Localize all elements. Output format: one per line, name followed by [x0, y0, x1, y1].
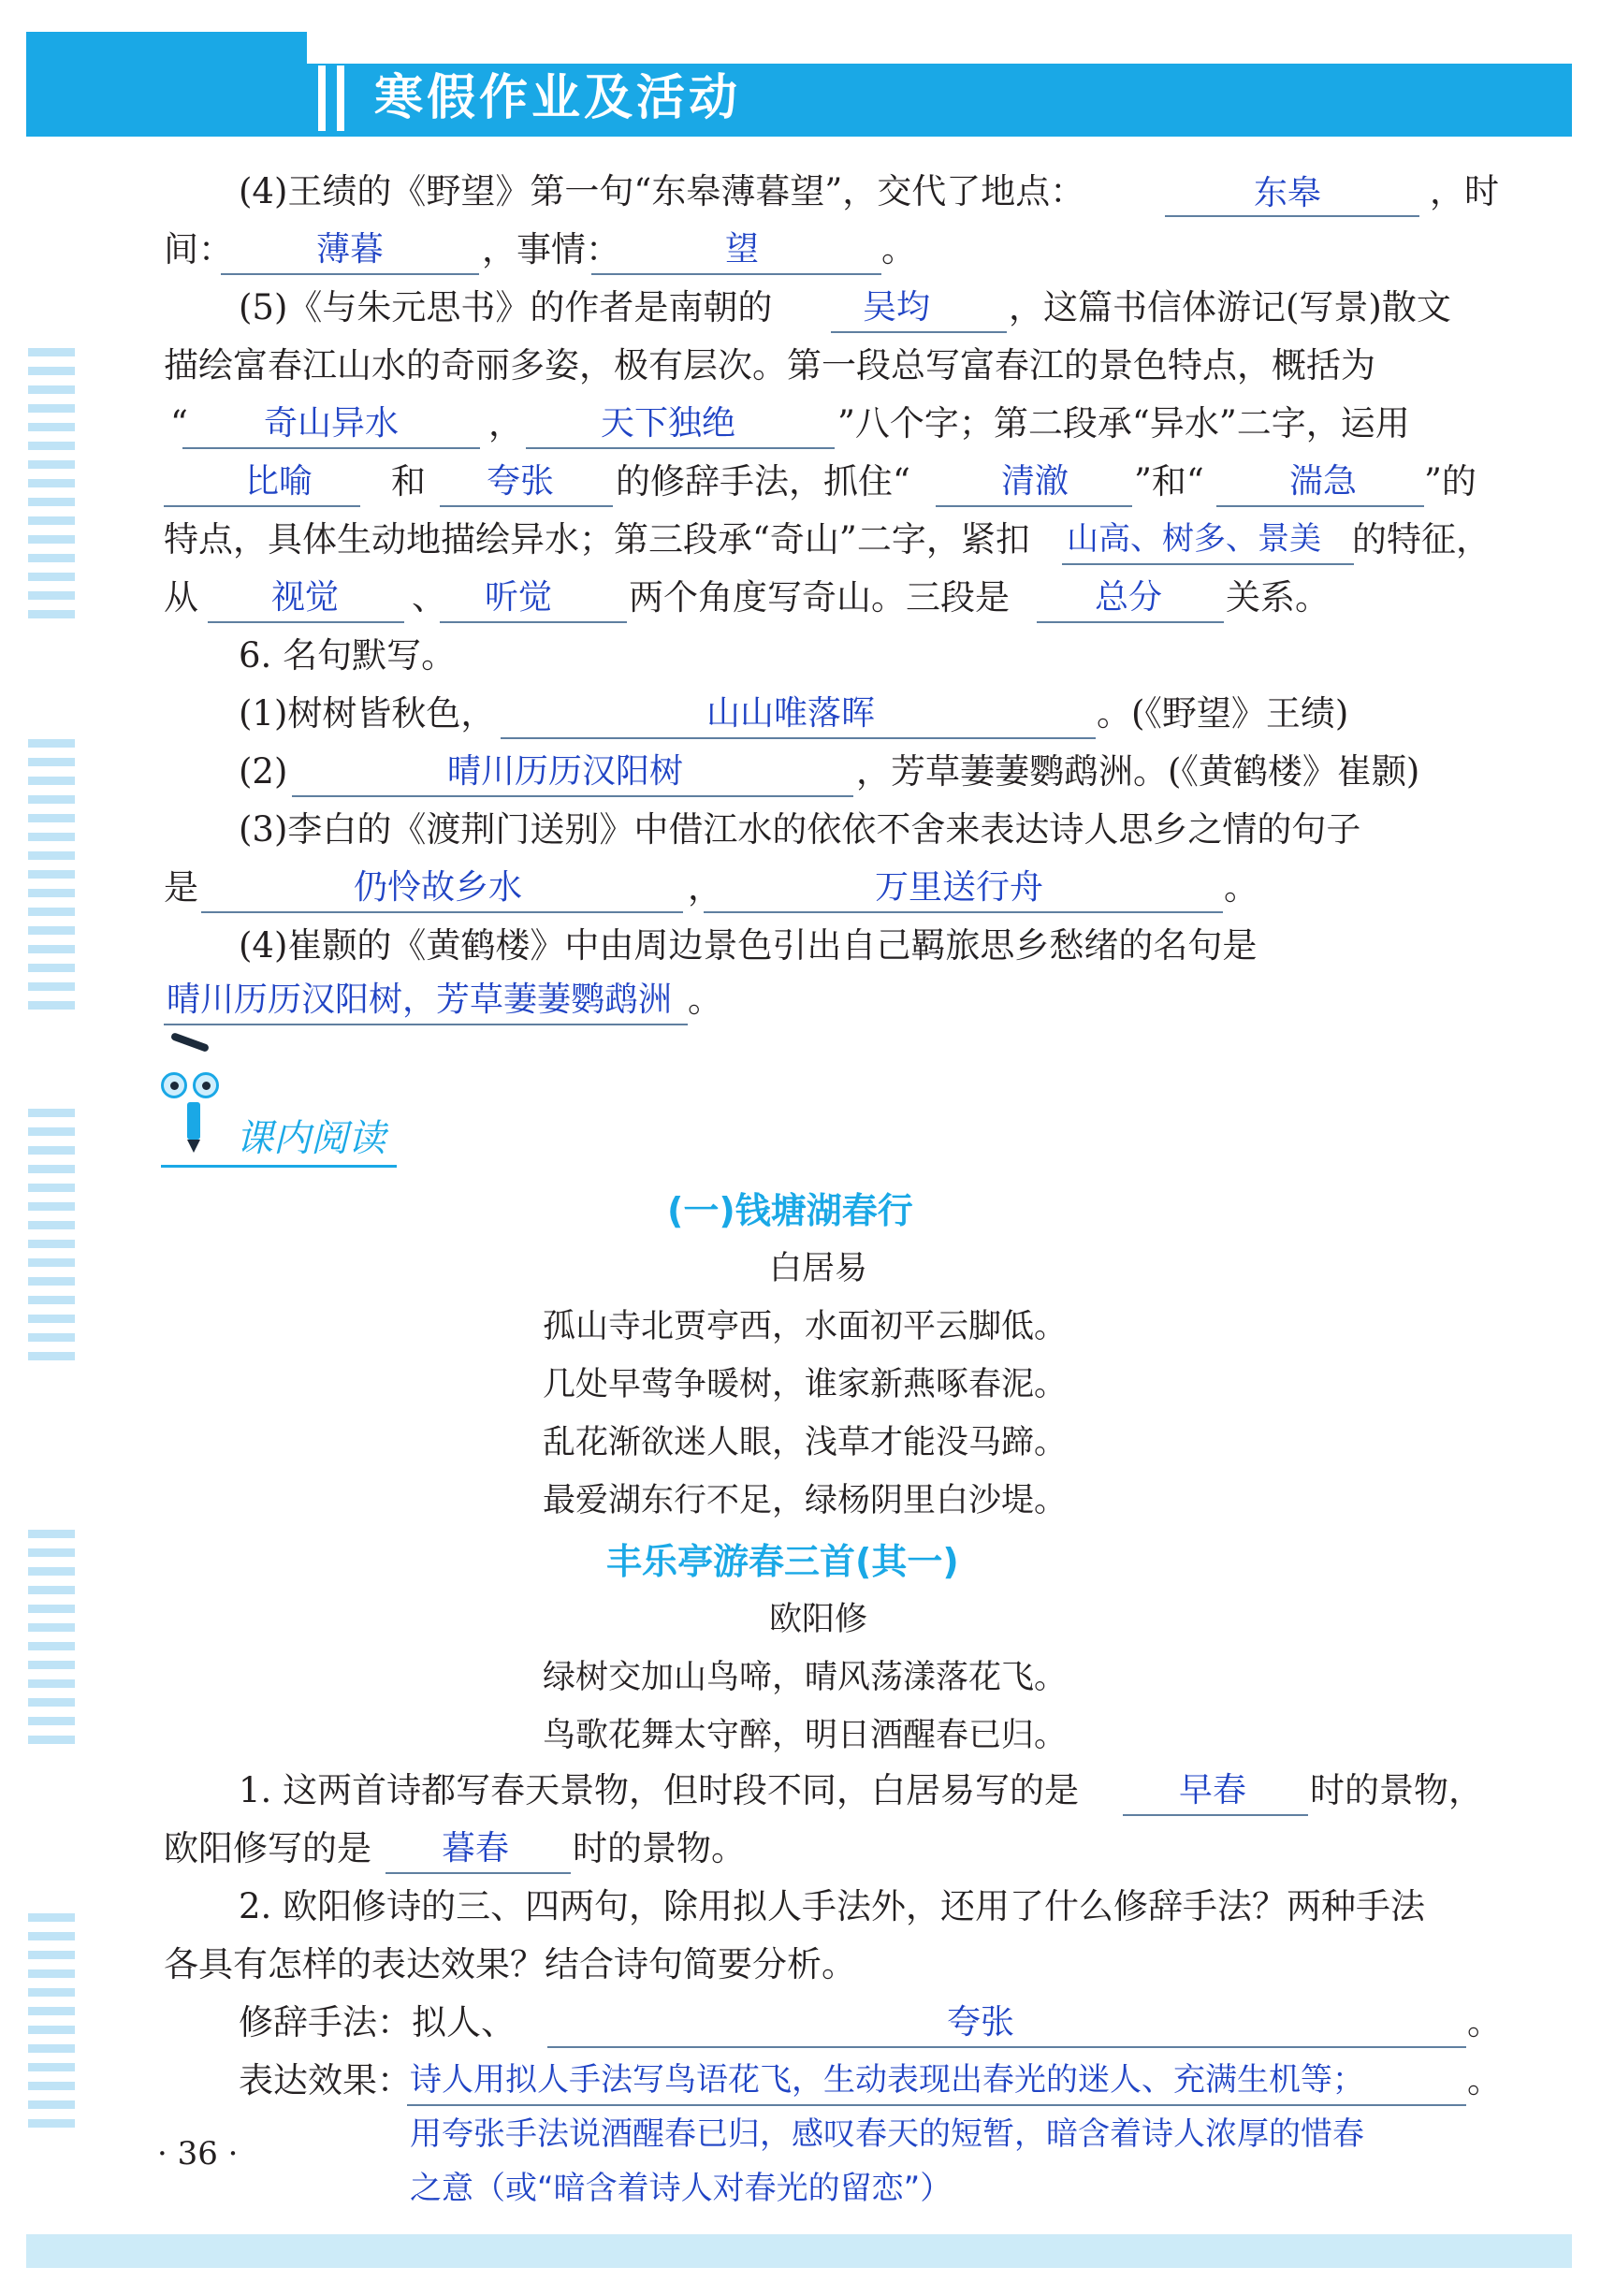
q6-answer2: 晴川历历汉阳树 [447, 752, 684, 791]
q4-text: 间： [164, 229, 233, 269]
q5-text: 的特征， [1352, 519, 1491, 559]
rq1-blank [1123, 1814, 1308, 1816]
q4-line1: (4)王绩的《野望》第一句“东皋薄暮望”，交代了地点： [239, 171, 1085, 211]
q5-text: 关系。 [1226, 577, 1330, 618]
q5-text: 的修辞手法，抓住“ [616, 461, 910, 501]
rq2-text: 。 [1467, 2060, 1502, 2100]
rq2-effect-answer: 用夸张手法说酒醒春已归，感叹春天的短暂，暗含着诗人浓厚的惜春 [410, 2115, 1364, 2153]
q5-text: 特点，具体生动地描绘异水；第三段承“奇山”二字，紧扣 [164, 519, 1030, 559]
q5-blank [936, 505, 1132, 507]
rq2-blank [547, 2046, 1466, 2048]
rq1-line1: 1. 这两首诗都写春天景物，但时段不同，白居易写的是 [239, 1770, 1080, 1810]
q5-text: 两个角度写奇山。三段是 [629, 577, 1010, 618]
q6-blank [164, 1024, 688, 1025]
q6-answer4: 晴川历历汉阳树，芳草萋萋鹦鹉洲 [167, 981, 673, 1019]
q5-blank [164, 505, 360, 507]
q4-text: ，事情： [482, 229, 620, 269]
rq2-line2: 各具有怎样的表达效果？结合诗句简要分析。 [164, 1944, 856, 1984]
q6-s2: (2) [239, 751, 288, 792]
header-title: 寒假作业及活动 [374, 70, 742, 126]
rq2-text: 。 [1467, 2002, 1502, 2042]
q6-text: ， [688, 867, 722, 908]
header-stripe [318, 65, 326, 131]
q5-blank [440, 505, 613, 507]
q6-blank [704, 911, 1223, 913]
q5-answer-angle2: 听觉 [485, 578, 553, 617]
q6-text: 。 [688, 980, 722, 1020]
q5-text: ， [488, 403, 523, 443]
header-tab [26, 32, 307, 67]
q6-blank [501, 737, 1096, 739]
poem2-title: 丰乐亭游春三首(其一) [606, 1541, 959, 1582]
rq2-effect-answer: 诗人用拟人手法写鸟语花飞，生动表现出春光的迷人、充满生机等； [410, 2061, 1364, 2099]
header-underline [26, 133, 1572, 137]
rq1-text: 时的景物， [1310, 1770, 1483, 1810]
poem1-title: (一)钱塘湖春行 [667, 1190, 913, 1231]
rq2-line1: 2. 欧阳修诗的三、四两句，除用拟人手法外，还用了什么修辞手法？两种手法 [239, 1886, 1426, 1926]
poem1-line: 最爱湖东行不足，绿杨阴里白沙堤。 [543, 1482, 1068, 1519]
reading-mascot [159, 1039, 234, 1160]
q6-answer3b: 万里送行舟 [875, 868, 1044, 907]
q5-text: ，这篇书信体游记(写景)散文 [1009, 287, 1451, 327]
rq1-answer1: 早春 [1179, 1771, 1247, 1809]
poem1-line: 几处早莺争暖树，谁家新燕啄春泥。 [543, 1366, 1068, 1403]
q6-s1-source: 。(《野望》王绩) [1097, 693, 1349, 734]
q5-answer-features: 山高、树多、景美 [1067, 520, 1321, 558]
q5-blank [440, 621, 627, 623]
q6-text: 。 [1224, 867, 1258, 908]
poem1-line: 乱花渐欲迷人眼，浅草才能没马蹄。 [543, 1424, 1068, 1461]
rq2-tech-label: 修辞手法：拟人、 [239, 2002, 516, 2042]
q5-answer-summary2: 天下独绝 [601, 404, 736, 443]
rq1-blank [385, 1872, 571, 1874]
q6-answer3a: 仍怜故乡水 [354, 868, 523, 907]
q5-text: 、 [412, 577, 446, 618]
q4-answer-place: 东皋 [1254, 174, 1322, 212]
rq1-text: 时的景物。 [573, 1828, 746, 1868]
rq1-answer2: 暮春 [442, 1829, 510, 1867]
q5-answer-rhetoric1: 比喻 [245, 462, 313, 501]
q4-text: 。 [881, 229, 916, 269]
poem2-line: 绿树交加山鸟啼，晴风荡漾落花飞。 [543, 1659, 1068, 1696]
q6-title: 6. 名句默写。 [239, 635, 457, 676]
q6-s3: (3)李白的《渡荆门送别》中借江水的依依不舍来表达诗人思乡之情的句子 [239, 809, 1361, 850]
rq2-effect-label: 表达效果： [239, 2060, 412, 2100]
footer-band [26, 2234, 1572, 2268]
rq1-line2: 欧阳修写的是 [164, 1828, 371, 1868]
q5-answer-char1: 清澈 [1001, 462, 1069, 501]
q5-line1: (5)《与朱元思书》的作者是南朝的 [239, 287, 773, 327]
q5-blank [1216, 505, 1424, 507]
header-bar [26, 64, 1572, 133]
poem2-line: 鸟歌花舞太守醉，明日酒醒春已归。 [543, 1717, 1068, 1754]
q6-blank [201, 911, 683, 913]
q5-line2: 描绘富春江山水的奇丽多姿，极有层次。第一段总写富春江的景色特点，概括为 [164, 345, 1375, 385]
q5-blank [1037, 621, 1224, 623]
q4-text: ，时 [1430, 171, 1499, 211]
q5-answer-author: 吴均 [863, 288, 931, 327]
reading-label-underline [161, 1165, 397, 1168]
q6-blank [292, 795, 853, 797]
page-number: · 36 · [157, 2135, 239, 2172]
rq2-blank [407, 2104, 1466, 2106]
q5-text: 从 [164, 577, 198, 618]
header-stripe [337, 65, 344, 131]
q4-blank-time [221, 273, 479, 275]
q6-s2-rest: ，芳草萋萋鹦鹉洲。(《黄鹤楼》崔颢) [856, 751, 1420, 792]
q5-answer-rhetoric2: 夸张 [487, 462, 555, 501]
q5-blank-author [831, 331, 1007, 333]
poem1-author: 白居易 [769, 1250, 868, 1287]
q4-blank-event [591, 273, 881, 275]
q5-text: 和 [391, 461, 426, 501]
q6-s4: (4)崔颢的《黄鹤楼》中由周边景色引出自己羁旅思乡愁绪的名句是 [239, 925, 1258, 966]
q5-answer-angle1: 视觉 [271, 578, 340, 617]
q4-answer-event: 望 [725, 230, 760, 269]
rq2-effect-answer: 之意（或“暗含着诗人对春光的留恋”） [410, 2170, 953, 2207]
q5-answer-relation: 总分 [1095, 578, 1163, 617]
q6-text: 是 [164, 867, 198, 908]
q5-text: ”八个字；第二段承“异水”二字，运用 [837, 403, 1410, 443]
q6-s1: (1)树树皆秋色， [239, 693, 496, 734]
reading-label: 课内阅读 [236, 1117, 385, 1160]
q4-blank-place [1165, 215, 1419, 217]
q5-text: ”和“ [1134, 461, 1204, 501]
q5-blank [1062, 563, 1354, 565]
q4-answer-time: 薄暮 [316, 230, 385, 269]
q5-blank [182, 447, 480, 449]
q5-answer-summary1: 奇山异水 [264, 404, 400, 443]
q5-text: “ [170, 403, 188, 443]
q6-answer1: 山山唯落晖 [706, 694, 876, 733]
rq2-tech-answer: 夸张 [947, 2003, 1015, 2042]
q5-text: ”的 [1424, 461, 1476, 501]
poem2-author: 欧阳修 [769, 1601, 868, 1638]
poem1-line: 孤山寺北贾亭西，水面初平云脚低。 [543, 1308, 1068, 1345]
q5-answer-char2: 湍急 [1289, 462, 1358, 501]
q5-blank [208, 621, 404, 623]
q5-blank [526, 447, 835, 449]
